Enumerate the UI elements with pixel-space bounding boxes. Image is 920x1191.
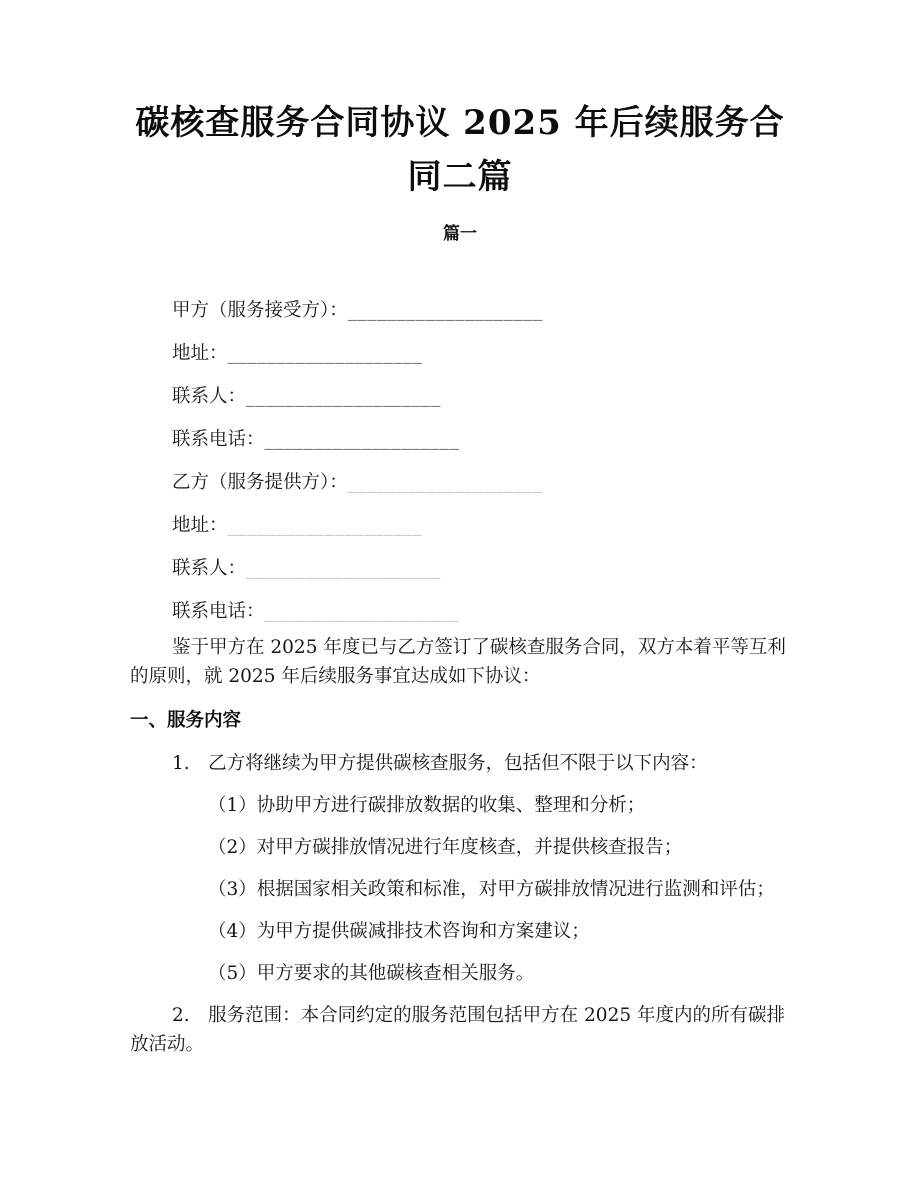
sub-item-2: （2）对甲方碳排放情况进行年度核查，并提供核查报告； <box>208 837 683 858</box>
sub-item-5: （5）甲方要求的其他碳核查相关服务。 <box>208 963 535 984</box>
form-field-label: 联系人： <box>172 386 247 407</box>
section-heading-service-content: 一、服务内容 <box>130 710 242 731</box>
form-field-row-phone-a <box>130 425 790 454</box>
form-field-row-contact-a <box>130 382 790 411</box>
form-field-label: 联系人： <box>172 558 247 579</box>
clause-2-service-scope: 2. 服务范围：本合同约定的服务范围包括甲方在 2025 年度内的所有碳排放活动。 <box>130 1005 785 1055</box>
form-field-blank-line: ____________________ <box>347 300 543 321</box>
sub-item-4: （4）为甲方提供碳减排技术咨询和方案建议； <box>208 921 590 942</box>
party-info-block <box>130 296 790 626</box>
form-field-blank-line: ____________________ <box>246 558 442 579</box>
form-field-blank-line: ____________________ <box>264 601 460 622</box>
form-field-blank-line: ____________________ <box>227 343 423 364</box>
form-field-row-party-a <box>130 296 790 325</box>
section-label-part-one: 篇一 <box>443 224 477 244</box>
sub-item-1: （1）协助甲方进行碳排放数据的收集、整理和分析； <box>208 795 646 816</box>
document-title: 碳核查服务合同协议 2025 年后续服务合同二篇 <box>135 103 785 197</box>
form-field-row-address-b <box>130 511 790 540</box>
clause-1-service-items: 1. 乙方将继续为甲方提供碳核查服务，包括但不限于以下内容： <box>172 753 708 774</box>
form-field-blank-line: ____________________ <box>227 515 423 536</box>
form-field-blank-line: ____________________ <box>264 429 460 450</box>
form-field-row-party-b <box>130 468 790 497</box>
form-field-blank-line: ____________________ <box>246 386 442 407</box>
form-field-row-contact-b <box>130 554 790 583</box>
form-field-row-phone-b <box>130 597 790 626</box>
form-field-label: 甲方（服务接受方）： <box>172 300 348 321</box>
form-field-row-address-a <box>130 339 790 368</box>
form-field-label: 联系电话： <box>172 429 265 450</box>
preamble-paragraph: 鉴于甲方在 2025 年度已与乙方签订了碳核查服务合同，双方本着平等互利的原则，就 2025 年后续服务事宜达成如下协议： <box>130 637 786 687</box>
form-field-label: 地址： <box>172 343 228 364</box>
form-field-label: 联系电话： <box>172 601 265 622</box>
form-field-label: 乙方（服务提供方）： <box>172 472 348 493</box>
form-field-blank-line: ____________________ <box>347 472 543 493</box>
form-field-label: 地址： <box>172 515 228 536</box>
sub-item-3: （3）根据国家相关政策和标准，对甲方碳排放情况进行监测和评估； <box>208 879 775 900</box>
